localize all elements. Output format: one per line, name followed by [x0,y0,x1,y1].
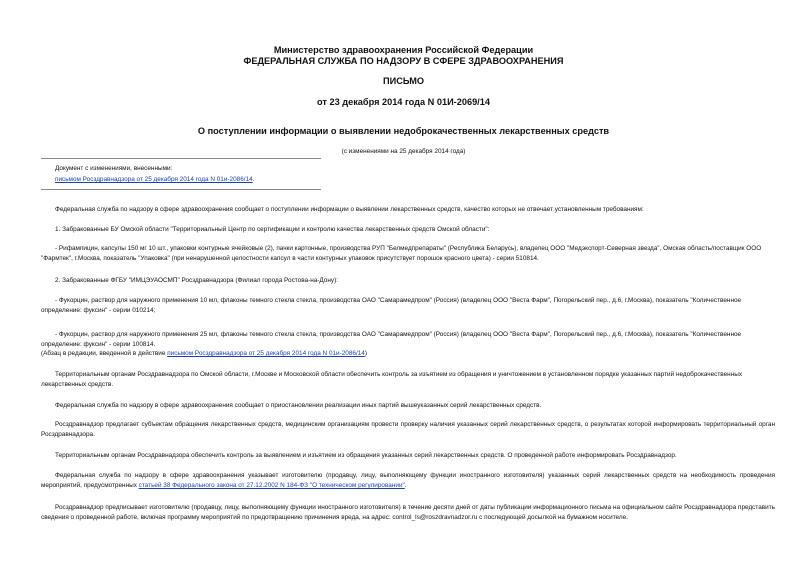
item2-text2: - Фукорцин, раствор для наружного применения 25 мл, флаконы темного стекла стекла, производства ОАО "Самарамедпром" (Россия) (владелец ООО "Веста Фарм", Погорельский пер., д.6, г.Москва), показатель "Количественное определение: фуксин" - серии 100814. [41,331,742,348]
divider-top [41,158,321,159]
manufacturer-suffix: . [404,482,407,489]
intro-paragraph: Федеральная служба по надзору в сфере здравоохранения сообщает о поступлении информации о выявлении лекарственных средств, качество которых не отвечает установленным требованиям: [55,206,644,213]
edit-note-link[interactable]: письмом Росздравнадзора от 25 декабря 2014 года N 01и-2086/14 [167,350,365,357]
divider-bottom [41,189,321,190]
changes-link-suffix: . [252,176,255,183]
control-paragraph: Территориальным органам Росздравнадзора обеспечить контроль за выявлением и изъятием из обращения указанных серий лекарственных средств. О проведенной работе информировать Росздравнадзор. [55,452,677,459]
revision-note: (с изменениями на 25 декабря 2014 года) [341,148,466,155]
deadline-paragraph: Росздравнадзор предписывает изготовителю (продавцу, лицу, выполняющему функции иностранного изготовителя) в течение десяти дней от даты публикации информационного письма на официальном сайте Росздравнадзора представить сведения о проведенной работе, включая программу мероприятий по предотвращению причинения вреда, на адрес: control_ls@roszdravnadzor.ru с последующей досылкой на бумажном носителе. [41,504,775,521]
changes-label: Документ с изменениями, внесенными: [55,165,173,172]
suspension-paragraph: Федеральная служба по надзору в сфере здравоохранения сообщает о приостановлении реализации иных партий вышеуказанных серий лекарственных средств. [55,402,542,409]
item2-edit-note [41,349,775,359]
manufacturer-prefix: Федеральная служба по надзору в сфере здравоохранения указывает изготовителю (продавцу, лицу, выполняющему функции иностранного изготовителя) указанных серий лекарственных средств на необходимость проведения мероприятий, предусмотренных [41,472,775,489]
item1-text: - Рифампицин, капсулы 150 мг 10 шт., упаковки контурные ячейковые (2), пачки картонные, производства РУП "Белмедпрепараты" (Республика Беларусь), владелец ООО "Медэкспорт-Северная звезда", Омская область/поставщик ООО "Фармтек", г.Москва, показатель "Упаковка" (при ненарушенной целостности капсул в части контурных упаковок присутствует порошок красного цвета) - серии 510814. [41,245,762,262]
proposal-paragraph: Росздравнадзор предлагает субъектам обращения лекарственных средств, медицинским организациям провести проверку наличия указанных серий лекарственных средств, о результатах которой информировать территориальный орган Росздравнадзора. [41,421,775,438]
ministry-name: Министерство здравоохранения Российской Федерации [273,45,534,55]
territorial-paragraph: Территориальным органам Росздравнадзора по Омской области, г.Москве и Московской области обеспечить контроль за изъятием из обращения и уничтожением в установленном порядке указанных партий недоброкачественных лекарственных средств. [41,371,743,388]
page-title: О поступлении информации о выявлении недоброкачественных лекарственных средств [197,126,610,136]
item1-heading: 1. Забракованные БУ Омской области "Территориальный Центр по сертификации и контролю качества лекарственных средств Омской области": [55,226,490,233]
changes-link[interactable]: письмом Росздравнадзора от 25 декабря 2014 года N 01и-2086/14 [55,176,253,183]
item2-text1: - Фукорцин, раствор для наружного применения 10 мл, флаконы темного стекла стекла, производства ОАО "Самарамедпром" (Россия) (владелец ООО "Веста Фарм", Погорельский пер., д.6, г.Москва), показатель "Количественное определение: фуксин" - серии 010214; [41,297,742,314]
manufacturer-paragraph [41,471,775,491]
edit-note-prefix: (Абзац в редакции, введенной в действие [41,350,168,357]
law-article-link[interactable]: статьей 38 Федерального закона от 27.12.2002 N 184-ФЗ "О техническом регулировании" [138,482,405,489]
item2-heading: 2. Забракованные ФГБУ "ИМЦЭУАОСМП" Росздравнадзора (Филиал города Ростова-на-Дону): [55,277,338,284]
doc-date: от 23 декабря 2014 года N 01И-2069/14 [317,97,490,107]
edit-note-suffix: ) [364,350,367,357]
service-name: ФЕДЕРАЛЬНАЯ СЛУЖБА ПО НАДЗОРУ В СФЕРЕ ЗДРАВООХРАНЕНИЯ [243,56,564,66]
changes-link-line [55,175,254,185]
doc-type: ПИСЬМО [382,76,425,86]
